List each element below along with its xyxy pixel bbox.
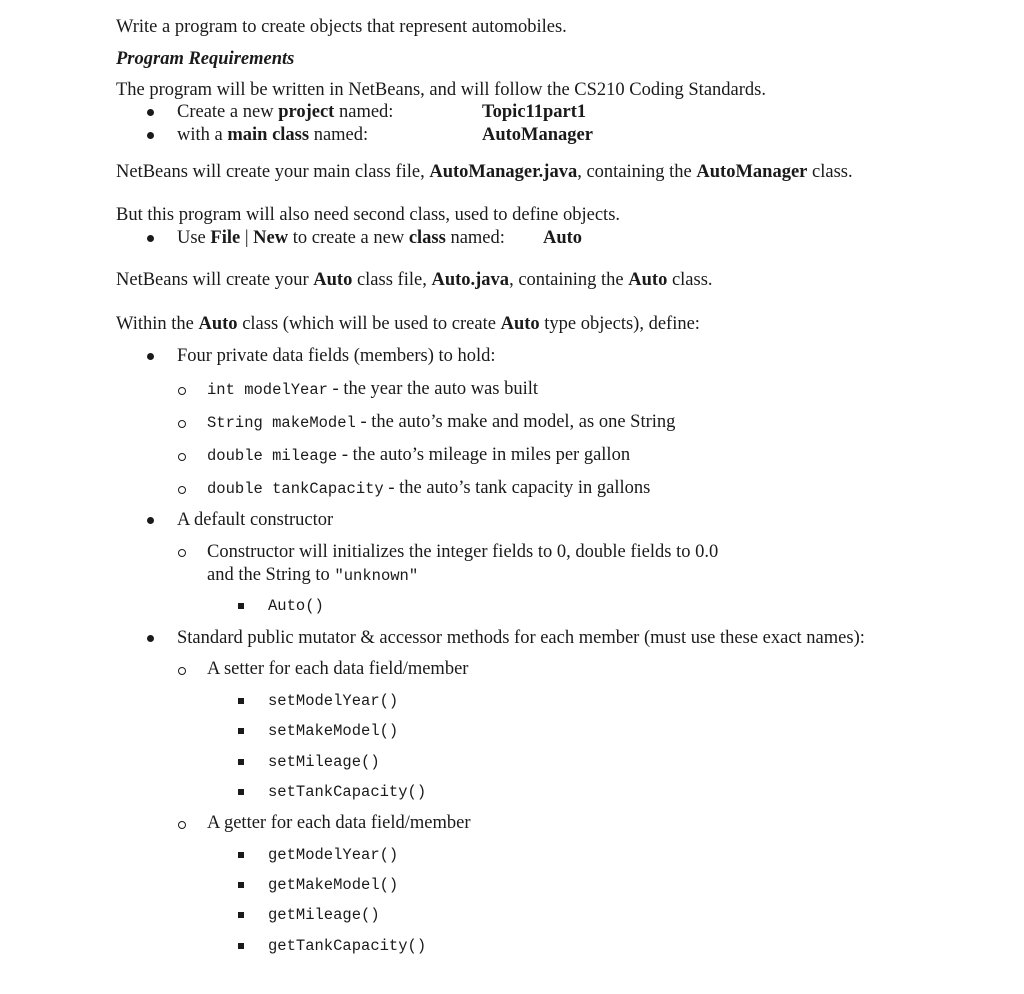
bullet-icon (147, 235, 154, 242)
field-item: double mileage - the auto’s mileage in miles per gallon (207, 445, 631, 465)
default-constructor-label: A default constructor (177, 510, 334, 530)
main-class-name: AutoManager (482, 125, 593, 145)
getter-method: getTankCapacity() (268, 937, 427, 955)
getter-method: getModelYear() (268, 846, 399, 864)
circle-bullet-icon (178, 549, 186, 557)
main-class-label: with a main class named: (177, 125, 369, 145)
field-item: String makeModel - the auto’s make and model, as one String (207, 412, 676, 432)
bullet-icon (147, 517, 154, 524)
square-bullet-icon (238, 698, 244, 704)
setter-method: setModelYear() (268, 692, 399, 710)
circle-bullet-icon (178, 667, 186, 675)
square-bullet-icon (238, 728, 244, 734)
new-class-name: Auto (543, 228, 583, 248)
bullet-icon (147, 353, 154, 360)
circle-bullet-icon (178, 453, 186, 461)
constructor-desc-line2: and the String to "unknown" (207, 565, 419, 585)
square-bullet-icon (238, 603, 244, 609)
bullet-icon (147, 132, 154, 139)
project-name: Topic11part1 (482, 102, 587, 122)
square-bullet-icon (238, 852, 244, 858)
circle-bullet-icon (178, 387, 186, 395)
bullet-icon (147, 635, 154, 642)
getter-method: getMakeModel() (268, 876, 399, 894)
netbeans-auto-text: NetBeans will create your Auto class file, Auto.java, containing the Auto class. (116, 270, 713, 290)
second-class-text: But this program will also need second class, used to define objects. (116, 205, 621, 225)
getter-intro: A getter for each data field/member (207, 813, 471, 833)
setter-method: setTankCapacity() (268, 783, 427, 801)
field-item: double tankCapacity - the auto’s tank capacity in gallons (207, 478, 651, 498)
methods-intro: Standard public mutator & accessor methods for each member (must use these exact names): (177, 628, 865, 648)
standards-text: The program will be written in NetBeans, and will follow the CS210 Coding Standards. (116, 80, 766, 100)
square-bullet-icon (238, 882, 244, 888)
square-bullet-icon (238, 912, 244, 918)
square-bullet-icon (238, 943, 244, 949)
circle-bullet-icon (178, 486, 186, 494)
constructor-signature: Auto() (268, 597, 324, 615)
within-auto-text: Within the Auto class (which will be used to create Auto type objects), define: (116, 314, 700, 334)
square-bullet-icon (238, 789, 244, 795)
bullet-icon (147, 109, 154, 116)
setter-method: setMileage() (268, 753, 380, 771)
circle-bullet-icon (178, 821, 186, 829)
fields-intro: Four private data fields (members) to hold: (177, 346, 496, 366)
setter-method: setMakeModel() (268, 722, 399, 740)
square-bullet-icon (238, 759, 244, 765)
field-item: int modelYear - the year the auto was built (207, 379, 539, 399)
project-label: Create a new project named: (177, 102, 394, 122)
setter-intro: A setter for each data field/member (207, 659, 469, 679)
constructor-desc-line1: Constructor will initializes the integer fields to 0, double fields to 0.0 (207, 542, 719, 562)
new-class-label: Use File | New to create a new class named: (177, 228, 505, 248)
getter-method: getMileage() (268, 906, 380, 924)
intro-text: Write a program to create objects that represent automobiles. (116, 17, 567, 37)
requirements-heading: Program Requirements (116, 49, 295, 69)
circle-bullet-icon (178, 420, 186, 428)
netbeans-main-text: NetBeans will create your main class file, AutoManager.java, containing the AutoManager class. (116, 162, 853, 182)
